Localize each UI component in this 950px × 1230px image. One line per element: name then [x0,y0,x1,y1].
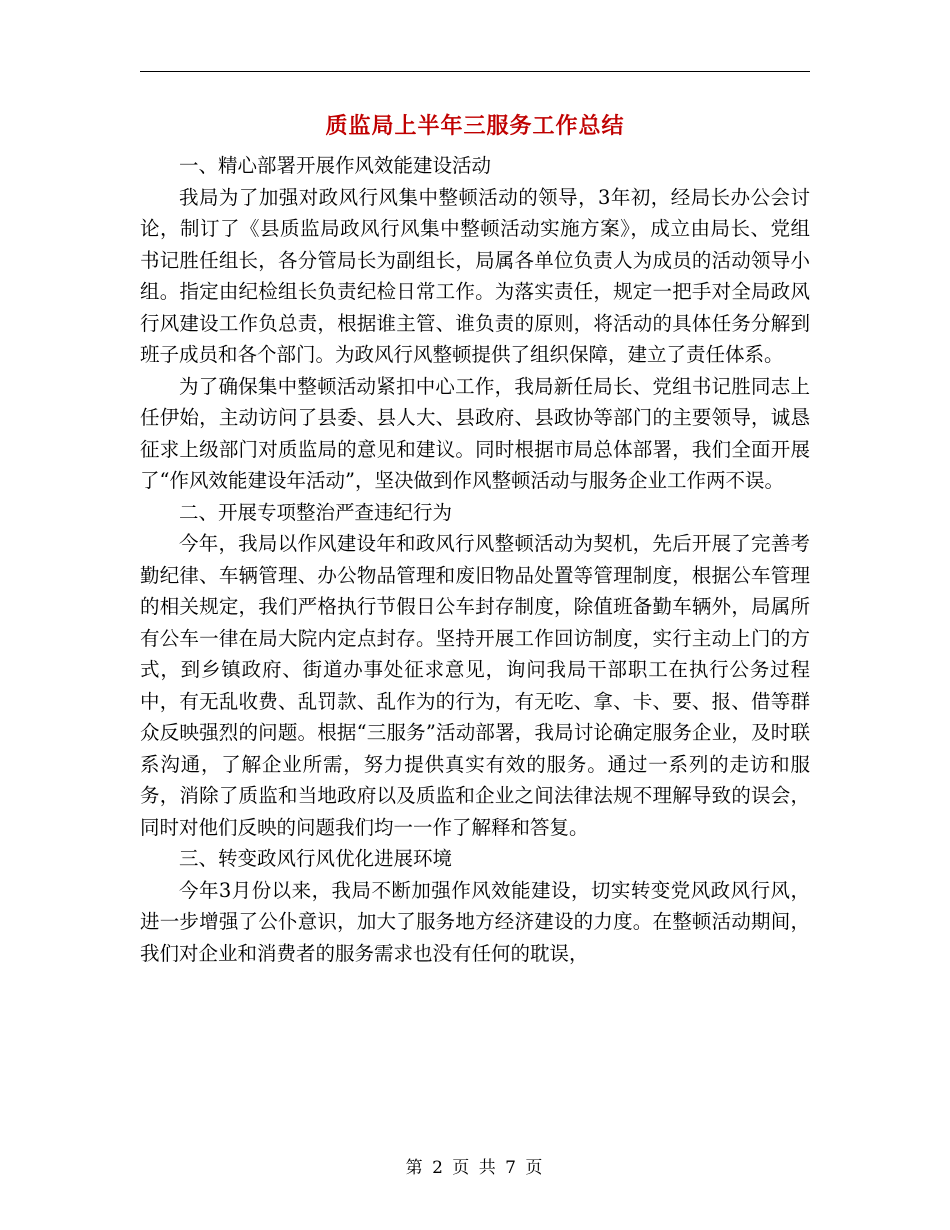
section-heading: 二、开展专项整治严查违纪行为 [179,500,453,524]
body-paragraph: 我局为了加强对政风行风集中整顿活动的领导，3年初，经局长办公会讨论，制订了《县质监局政风行风集中整顿活动实施方案》，成立由局长、党组书记胜任组长，各分管局长为副组长，局属各单位负责人为成员的活动领导小组。指定由纪检组长负责纪检日常工作。为落实责任，规定一把手对全局政风行风建设工作负总责，根据谁主管、谁负责的原则，将活动的具体任务分解到班子成员和各个部门。为政风行风整顿提供了组织保障，建立了责任体系。 [140,185,810,366]
document-title: 质监局上半年三服务工作总结 [325,113,625,139]
body-paragraph: 今年3月份以来，我局不断加强作风效能建设，切实转变党风政风行风，进一步增强了公仆意识，加大了服务地方经济建设的力度。在整顿活动期间，我们对企业和消费者的服务需求也没有任何的耽误， [140,878,810,965]
page-footer: 第 2 页 共 7 页 [405,1158,545,1178]
section-2 [140,497,810,844]
section-1 [140,150,810,497]
section-3 [140,843,810,969]
section-heading: 三、转变政风行风优化进展环境 [179,847,453,870]
document-body [140,150,810,969]
section-heading: 一、精心部署开展作风效能建设活动 [179,154,492,177]
body-paragraph: 今年，我局以作风建设年和政风行风整顿活动为契机，先后开展了完善考勤纪律、车辆管理、办公物品管理和废旧物品处置等管理制度，根据公车管理的相关规定，我们严格执行节假日公车封存制度，除值班备勤车辆外，局属所有公车一律在局大院内定点封存。坚持开展工作回访制度，实行主动上门的方式，到乡镇政府、街道办事处征求意见，询问我局干部职工在执行公务过程中，有无乱收费、乱罚款、乱作为的行为，有无吃、拿、卡、要、报、借等群众反映强烈的问题。根据“三服务”活动部署，我局讨论确定服务企业，及时联系沟通，了解企业所需，努力提供真实有效的服务。通过一系列的走访和服务，消除了质监和当地政府以及质监和企业之间法律法规不理解导致的误会，同时对他们反映的问题我们均一一作了解释和答复。 [140,532,810,839]
header-rule [140,71,810,72]
body-paragraph: 为了确保集中整顿活动紧扣中心工作，我局新任局长、党组书记胜同志上任伊始，主动访问了县委、县人大、县政府、县政协等部门的主要领导，诚恳征求上级部门对质监局的意见和建议。同时根据市局总体部署，我们全面开展了“作风效能建设年活动”，坚决做到作风整顿活动与服务企业工作两不误。 [140,374,810,492]
